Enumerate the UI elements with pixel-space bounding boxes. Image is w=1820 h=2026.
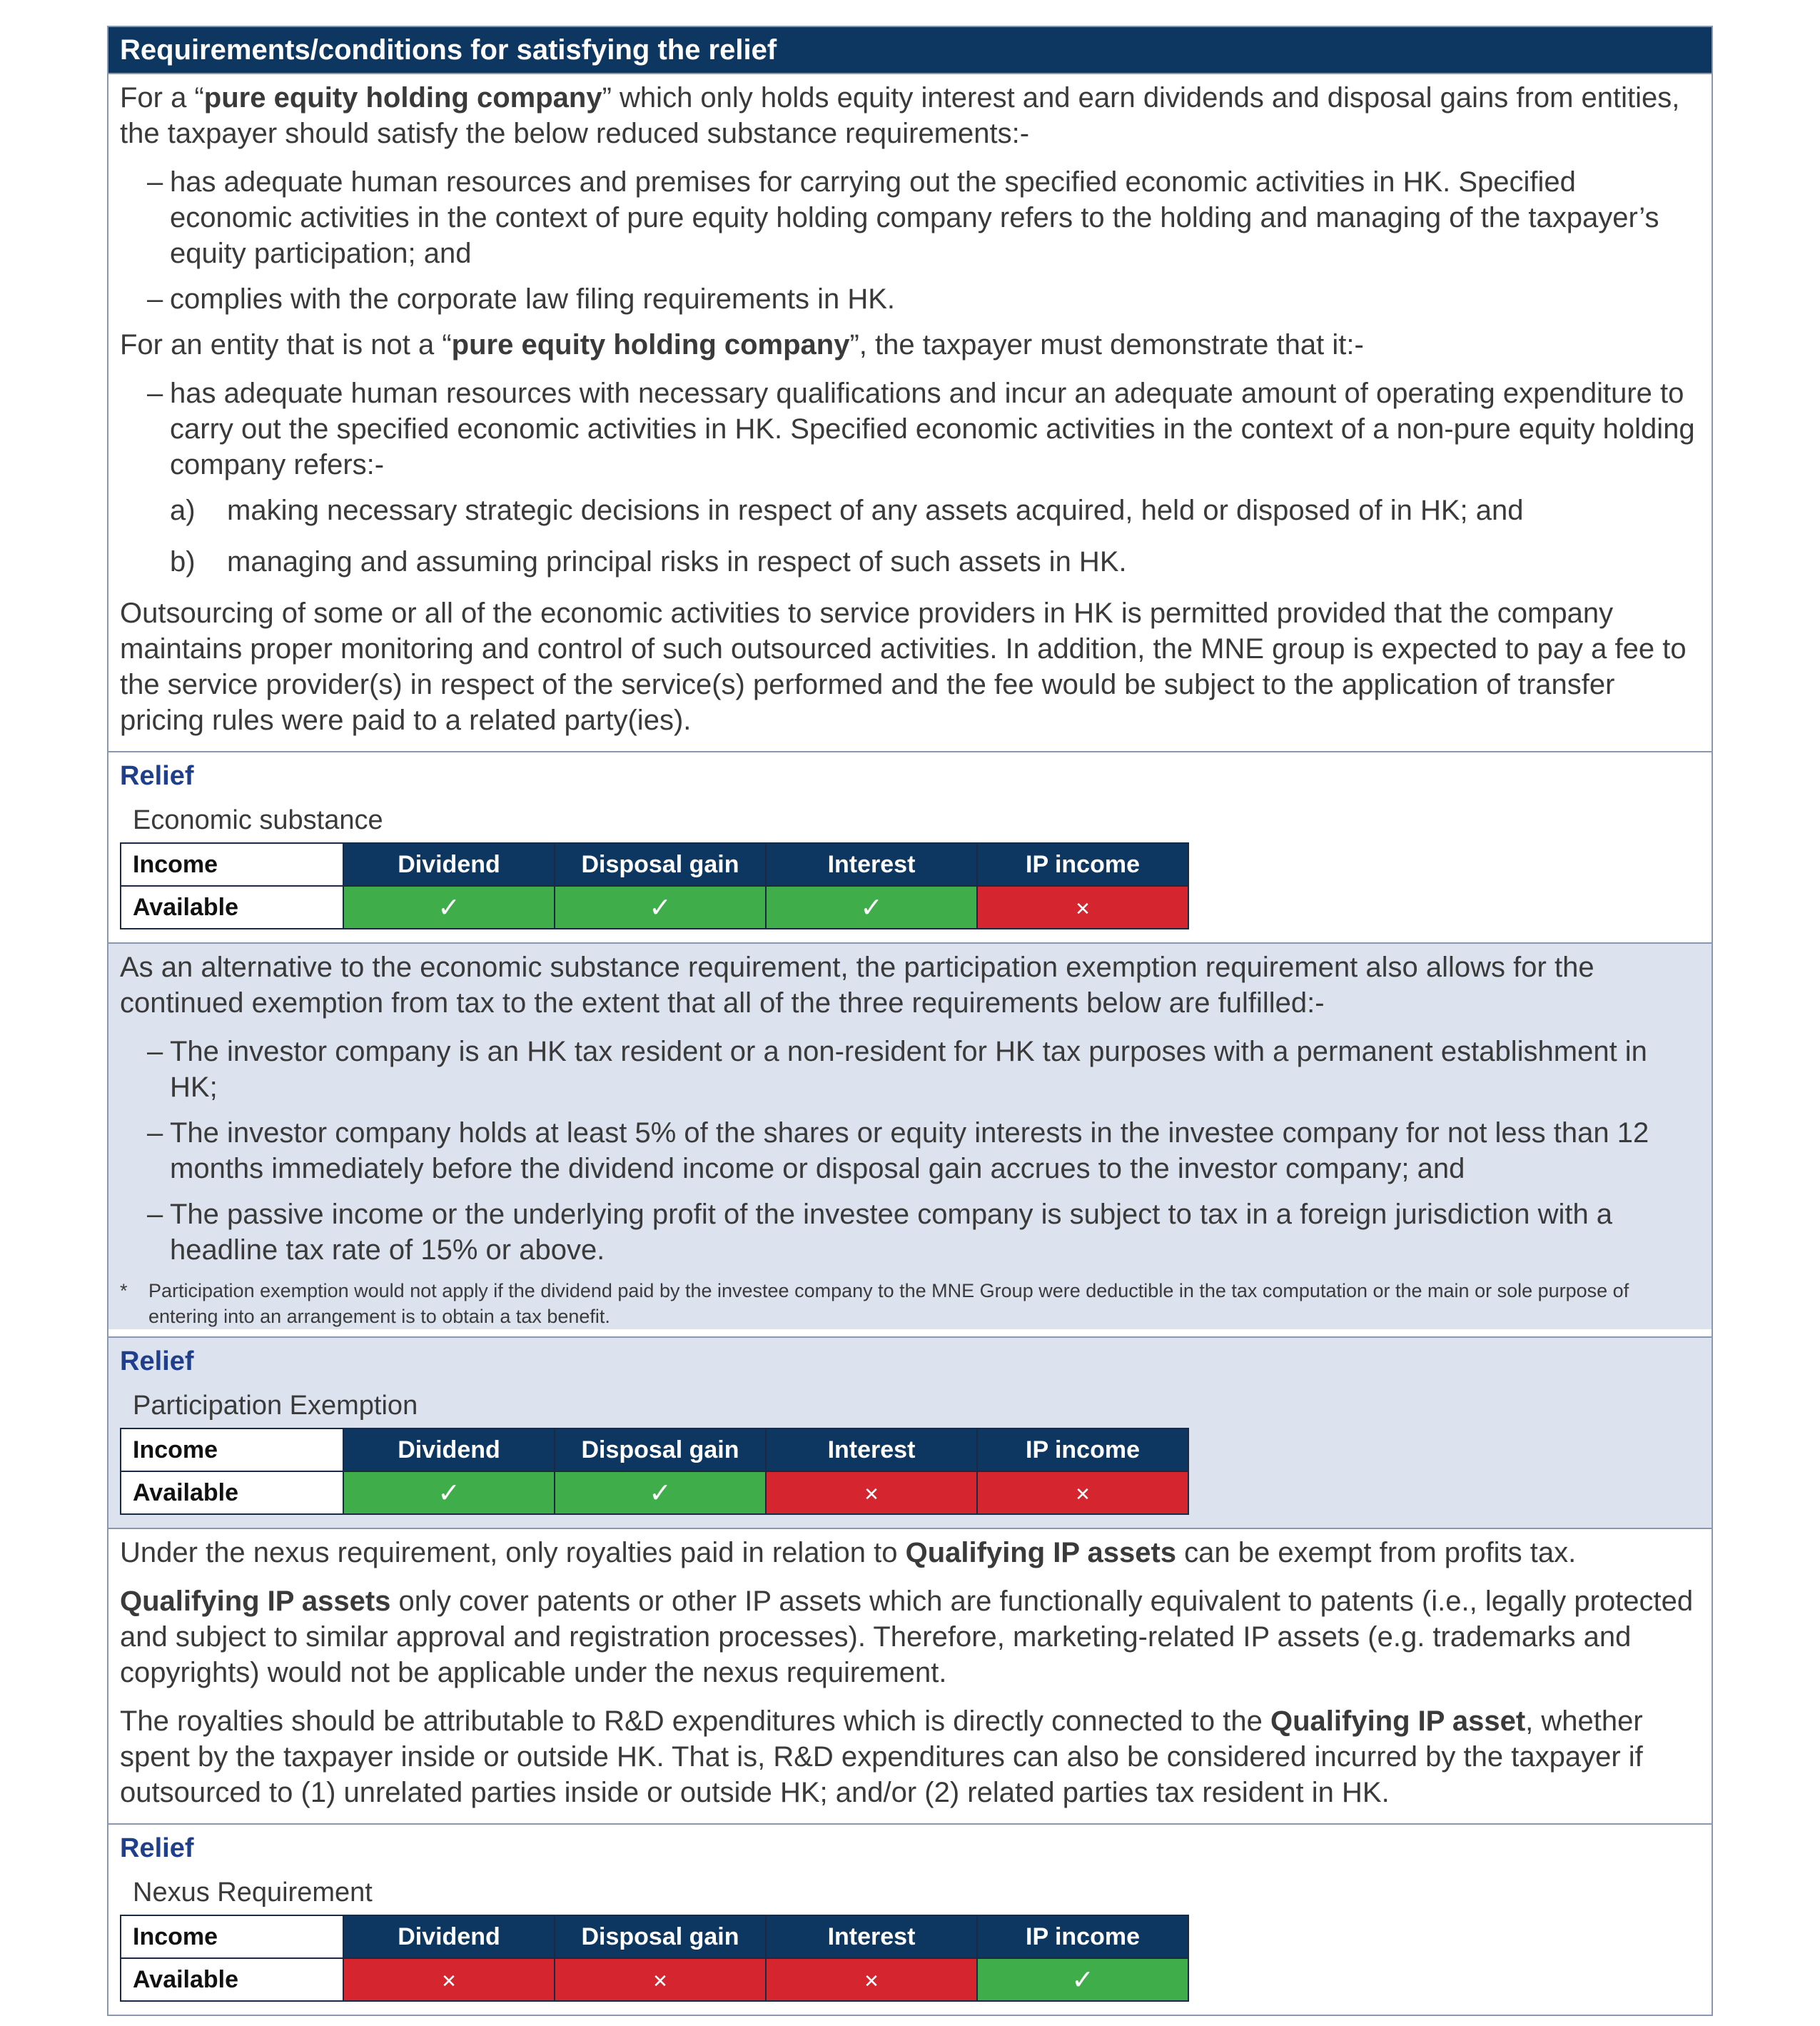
- nexus-text-cont: , whether spent by the taxpayer inside or outside HK. That is, R&D expenditures can also be considered incurred by the taxpayer if outsourced to (1) unrelated parties inside or outside HK; and/or (2) related parties tax resident in HK.: [120, 1705, 1643, 1808]
- economic-substance-section: [108, 73, 1712, 738]
- footnote: [120, 1278, 1700, 1329]
- dash-marker: –: [147, 1117, 163, 1149]
- sub-item-marker: a): [170, 495, 196, 526]
- relief-block-participation-exemption: [108, 1336, 1712, 1528]
- bullet-text: complies with the corporate law filing requirements in HK.: [170, 283, 895, 315]
- dash-marker: –: [147, 1199, 163, 1230]
- status-cell-interest: [766, 1958, 977, 2001]
- relief-title: Relief: [120, 1346, 194, 1376]
- check-icon: ✓: [649, 892, 672, 923]
- sub-item: [120, 544, 1700, 580]
- bullet-text: The passive income or the underlying profit of the investee company is subject to tax in a foreign jurisdiction with a headline tax rate of 15% or above.: [170, 1199, 1613, 1266]
- nexus-paragraph-3: [120, 1703, 1700, 1810]
- footnote-marker: *: [120, 1280, 128, 1301]
- relief-table-header-row: [121, 1428, 1188, 1471]
- header-cell-income: Income: [121, 1915, 343, 1958]
- header-cell-interest: Interest: [766, 1915, 977, 1958]
- relief-table-header-row: [121, 843, 1188, 886]
- sub-item-text: making necessary strategic decisions in respect of any assets acquired, held or disposed of in HK; and: [227, 495, 1524, 526]
- relief-table: [120, 1915, 1189, 2002]
- nexus-bold-term: Qualifying IP assets: [905, 1537, 1177, 1568]
- relief-table-header-row: [121, 1915, 1188, 1958]
- intro-bold-term: pure equity holding company: [451, 329, 850, 361]
- status-cell-ip-income: [977, 1471, 1188, 1514]
- header-cell-dividend: Dividend: [343, 1428, 555, 1471]
- row-label-available: Available: [121, 886, 343, 929]
- footnote-text: Participation exemption would not apply if the dividend paid by the investee company to the MNE Group were deductible in the tax computation or the main or sole purpose of entering into an arrangement is to obtain a tax benefit.: [148, 1280, 1629, 1327]
- bullet-item: [120, 376, 1700, 483]
- relief-table-caption: Nexus Requirement: [133, 1878, 373, 1907]
- status-cell-ip-income: [977, 886, 1188, 929]
- header-cell-dividend: Dividend: [343, 1915, 555, 1958]
- status-cell-disposal-gain: [555, 886, 766, 929]
- nexus-bold-term: Qualifying IP asset: [1270, 1705, 1526, 1737]
- relief-table-available-row: [121, 1958, 1188, 2001]
- intro-text: For an entity that is not a “: [120, 329, 452, 361]
- check-icon: ✓: [1071, 1965, 1094, 1995]
- intro-text: For a “: [120, 82, 204, 114]
- header-cell-ip-income: IP income: [977, 1428, 1188, 1471]
- cross-icon: ✕: [1075, 1483, 1091, 1505]
- relief-table-caption: Participation Exemption: [133, 1391, 418, 1421]
- outsourcing-paragraph: Outsourcing of some or all of the economic activities to service providers in HK is permitted provided that the company maintains proper monitoring and control of such outsourced activities. In addition, the MNE group is expected to pay a fee to the service provider(s) in respect of the service(s) performed and the fee would be subject to the application of transfer pricing rules were paid to a related party(ies).: [120, 598, 1687, 736]
- participation-intro: As an alternative to the economic substance requirement, the participation exemption requirement also allows for the continued exemption from tax to the extent that all of the three requirements below are fulfilled:-: [120, 952, 1594, 1019]
- bullet-item: [120, 281, 1700, 317]
- check-icon: ✓: [438, 892, 460, 923]
- dash-marker: –: [147, 283, 163, 315]
- nexus-requirement-section: [108, 1528, 1712, 1810]
- status-cell-ip-income: [977, 1958, 1188, 2001]
- check-icon: ✓: [860, 892, 883, 923]
- relief-table-available-row: [121, 886, 1188, 929]
- header-cell-ip-income: IP income: [977, 1915, 1188, 1958]
- status-cell-dividend: [343, 1958, 555, 2001]
- intro-bold-term: pure equity holding company: [203, 82, 602, 114]
- header-cell-interest: Interest: [766, 1428, 977, 1471]
- relief-title: Relief: [120, 1833, 194, 1863]
- header-title: Requirements/conditions for satisfying the relief: [120, 34, 777, 66]
- bullet-text: The investor company is an HK tax resident or a non-resident for HK tax purposes with a permanent establishment in HK;: [170, 1036, 1647, 1103]
- header-cell-interest: Interest: [766, 843, 977, 886]
- relief-block-nexus-requirement: [108, 1823, 1712, 2015]
- participation-exemption-section: [108, 942, 1712, 1329]
- nexus-text-cont: only cover patents or other IP assets which are functionally equivalent to patents (i.e., legally protected and subject to similar approval and registration processes). Therefore, marketing-related IP assets (e.g. trademarks and copyrights) would not be applicable under the nexus requirement.: [120, 1586, 1694, 1688]
- nexus-text-cont: can be exempt from profits tax.: [1176, 1537, 1577, 1568]
- header-cell-ip-income: IP income: [977, 843, 1188, 886]
- dash-marker: –: [147, 378, 163, 409]
- relief-block-economic-substance: [108, 751, 1712, 942]
- relief-table: [120, 1428, 1189, 1515]
- bullet-text: has adequate human resources with necessary qualifications and incur an adequate amount of operating expenditure to carry out the specified economic activities in HK. Specified economic activities in the context of a non-pure equity holding company refers:-: [170, 378, 1695, 480]
- check-icon: ✓: [649, 1478, 672, 1508]
- status-cell-interest: [766, 1471, 977, 1514]
- cross-icon: ✕: [1075, 897, 1091, 919]
- header-cell-disposal-gain: Disposal gain: [555, 843, 766, 886]
- dash-marker: –: [147, 1036, 163, 1067]
- cross-icon: ✕: [864, 1970, 879, 1992]
- requirements-document: [107, 26, 1713, 2016]
- nexus-bold-term: Qualifying IP assets: [120, 1586, 391, 1617]
- header-cell-disposal-gain: Disposal gain: [555, 1915, 766, 1958]
- bullet-item: [120, 1196, 1700, 1268]
- pure-equity-intro: [120, 80, 1700, 151]
- dash-marker: –: [147, 166, 163, 198]
- cross-icon: ✕: [441, 1970, 457, 1992]
- header-cell-disposal-gain: Disposal gain: [555, 1428, 766, 1471]
- status-cell-disposal-gain: [555, 1471, 766, 1514]
- cross-icon: ✕: [652, 1970, 668, 1992]
- nexus-paragraph-2: [120, 1583, 1700, 1690]
- status-cell-dividend: [343, 886, 555, 929]
- status-cell-interest: [766, 886, 977, 929]
- status-cell-dividend: [343, 1471, 555, 1514]
- bullet-item: [120, 1115, 1700, 1186]
- check-icon: ✓: [438, 1478, 460, 1508]
- sub-item: [120, 493, 1700, 528]
- sub-item-text: managing and assuming principal risks in respect of such assets in HK.: [227, 546, 1127, 578]
- bullet-item: [120, 1034, 1700, 1105]
- bullet-text: has adequate human resources and premises for carrying out the specified economic activities in HK. Specified economic activities in the context of pure equity holding company refers to the holding and managing of the taxpayer’s equity participation; and: [170, 166, 1659, 269]
- header-cell-income: Income: [121, 843, 343, 886]
- relief-table-caption: Economic substance: [133, 805, 383, 835]
- bullet-text: The investor company holds at least 5% of the shares or equity interests in the investee company for not less than 12 months immediately before the dividend income or disposal gain accrues to the investor company; and: [170, 1117, 1649, 1184]
- intro-text-cont: ” which only holds equity interest and earn dividends and disposal gains from entities, the taxpayer should satisfy the below reduced substance requirements:-: [120, 82, 1680, 149]
- header-cell-income: Income: [121, 1428, 343, 1471]
- relief-title: Relief: [120, 761, 194, 791]
- cross-icon: ✕: [864, 1483, 879, 1505]
- document-header: [108, 27, 1712, 73]
- sub-item-marker: b): [170, 546, 196, 578]
- nexus-text: The royalties should be attributable to R&D expenditures which is directly connected to the: [120, 1705, 1270, 1737]
- row-label-available: Available: [121, 1958, 343, 2001]
- relief-table-available-row: [121, 1471, 1188, 1514]
- header-cell-dividend: Dividend: [343, 843, 555, 886]
- nexus-paragraph-1: [120, 1535, 1700, 1571]
- relief-table: [120, 842, 1189, 929]
- non-pure-equity-intro: [120, 327, 1700, 363]
- nexus-text: Under the nexus requirement, only royalties paid in relation to: [120, 1537, 906, 1568]
- status-cell-disposal-gain: [555, 1958, 766, 2001]
- intro-text-cont: ”, the taxpayer must demonstrate that it:-: [849, 329, 1364, 361]
- bullet-item: [120, 164, 1700, 271]
- row-label-available: Available: [121, 1471, 343, 1514]
